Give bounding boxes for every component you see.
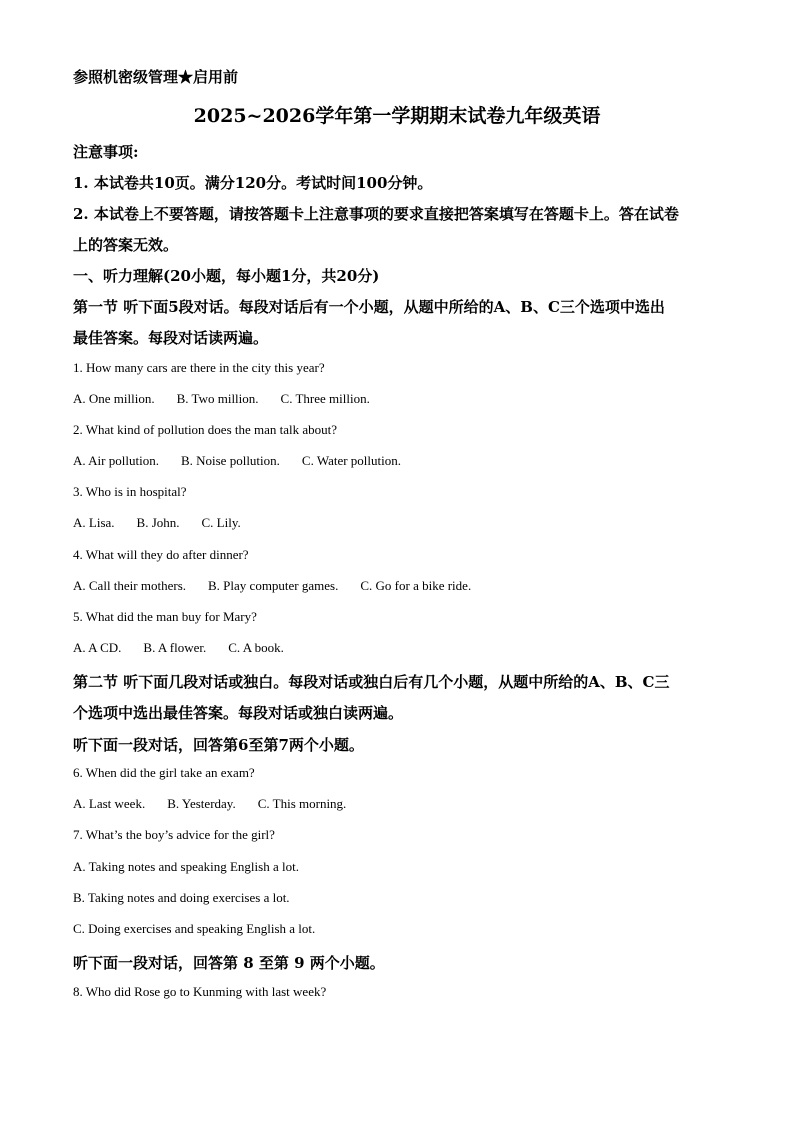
question-2-options: [73, 453, 423, 469]
question-5: 5. What did the man buy for Mary?: [73, 609, 257, 624]
confidential-label: 参照机密级管理★启用前: [73, 68, 239, 86]
option-a: A. Air pollution.: [73, 453, 159, 468]
notice-item-2-line-2: 上的答案无效。: [73, 236, 179, 254]
question-3-options: [73, 515, 263, 531]
option-c: C. Lily.: [201, 515, 241, 530]
option-a: A. One million.: [73, 391, 155, 406]
option-b: B. A flower.: [143, 640, 207, 655]
question-7-option-a: A. Taking notes and speaking English a lot.: [73, 859, 299, 874]
question-2: 2. What kind of pollution does the man talk about?: [73, 422, 338, 437]
part-1-instructions-line-1: 第一节 听下面5段对话。每段对话后有一个小题，从题中所给的A、B、C三个选项中选出: [73, 298, 665, 316]
notice-item-2-line-1: 2. 本试卷上不要答题，请按答题卡上注意事项的要求直接把答案填写在答题卡上。答在试卷: [73, 205, 679, 223]
question-1: 1. How many cars are there in the city this year?: [73, 360, 325, 375]
option-a: A. Last week.: [73, 796, 146, 811]
option-a: A. Call their mothers.: [73, 578, 187, 593]
option-b: B. Noise pollution.: [180, 453, 280, 468]
option-c: C. Three million.: [280, 391, 370, 406]
part-1-instructions-line-2: 最佳答案。每段对话读两遍。: [73, 329, 269, 347]
part-2-instructions-line-2: 个选项中选出最佳答案。每段对话或独白读两遍。: [73, 704, 404, 722]
question-6: 6. When did the girl take an exam?: [73, 765, 255, 780]
option-b: B. Yesterday.: [167, 796, 236, 811]
option-b: B. Two million.: [176, 391, 259, 406]
question-7-option-c: C. Doing exercises and speaking English a lot.: [73, 921, 316, 936]
option-b: B. Play computer games.: [208, 578, 339, 593]
option-a: A. A CD.: [73, 640, 122, 655]
notice-heading: 注意事项:: [73, 143, 139, 161]
option-c: C. Go for a bike ride.: [360, 578, 472, 593]
question-6-options: [73, 796, 368, 812]
option-c: C. This morning.: [257, 796, 347, 811]
option-a: A. Lisa.: [73, 515, 115, 530]
question-7-option-b: B. Taking notes and doing exercises a lot.: [73, 890, 290, 905]
page-title: 2025~2026学年第一学期期末试卷九年级英语: [193, 105, 601, 127]
option-c: C. Water pollution.: [301, 453, 401, 468]
instruction-questions-6-7: 听下面一段对话，回答第6至第7两个小题。: [73, 736, 364, 754]
option-c: C. A book.: [228, 640, 284, 655]
section-heading: 一、听力理解(20小题，每小题1分，共20分): [73, 267, 380, 285]
notice-item-1: 1. 本试卷共10页。满分120分。考试时间100分钟。: [73, 174, 433, 192]
question-4: 4. What will they do after dinner?: [73, 547, 249, 562]
question-7: 7. What’s the boy’s advice for the girl?: [73, 827, 275, 842]
question-1-options: [73, 391, 392, 407]
question-4-options: [73, 578, 493, 594]
question-8: 8. Who did Rose go to Kunming with last week?: [73, 984, 327, 999]
part-2-instructions-line-1: 第二节 听下面几段对话或独白。每段对话或独白后有几个小题，从题中所给的A、B、C三: [73, 673, 670, 691]
question-5-options: [73, 640, 306, 656]
question-3: 3. Who is in hospital?: [73, 484, 187, 499]
instruction-questions-8-9: 听下面一段对话，回答第 8 至第 9 两个小题。: [73, 954, 385, 972]
option-b: B. John.: [136, 515, 180, 530]
